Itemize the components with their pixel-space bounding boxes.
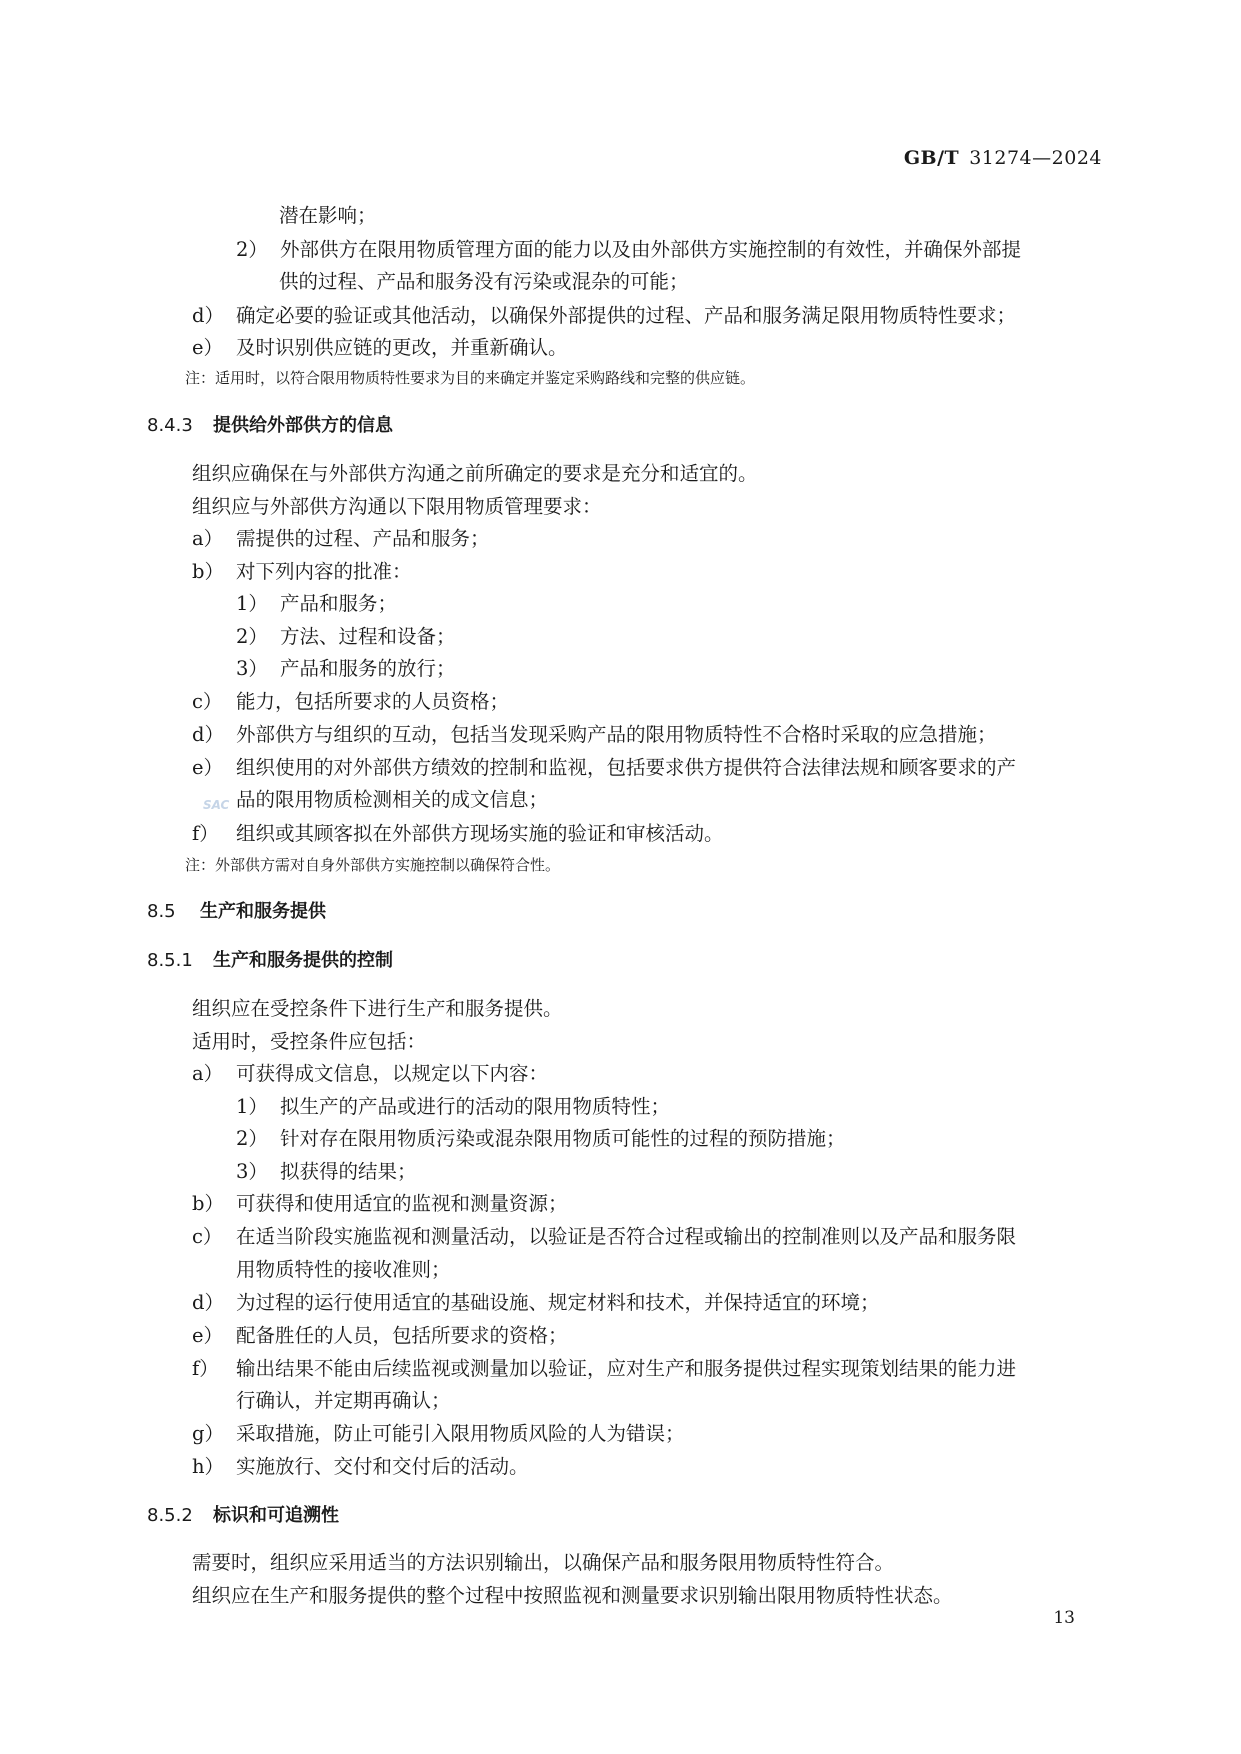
- page-number: 13: [1053, 1608, 1075, 1628]
- list-label: g）: [192, 1422, 224, 1445]
- list-text: 产品和服务；: [280, 592, 398, 615]
- list-label: b）: [192, 560, 224, 583]
- list-text: 能力，包括所要求的人员资格；: [236, 690, 510, 713]
- paragraph: 组织应与外部供方沟通以下限用物质管理要求：: [192, 495, 602, 518]
- note: 注：外部供方需对自身外部供方实施控制以确保符合性。: [185, 856, 561, 874]
- list-text: 可获得和使用适宜的监视和测量资源；: [236, 1192, 568, 1215]
- list-text: 可获得成文信息，以规定以下内容：: [236, 1062, 549, 1085]
- list-item-text: 潜在影响；: [279, 204, 377, 227]
- list-item: [236, 592, 397, 616]
- list-label: d）: [192, 304, 224, 327]
- section-number: 8.5.2: [147, 1505, 193, 1526]
- paragraph: 需要时，组织应采用适当的方法识别输出，以确保产品和服务限用物质特性符合。: [192, 1551, 895, 1574]
- list-item: [192, 1291, 880, 1315]
- list-item: [192, 336, 568, 360]
- standard-prefix: GB/T: [903, 147, 960, 169]
- note: 注：适用时，以符合限用物质特性要求为目的来确定并鉴定采购路线和完整的供应链。: [185, 369, 756, 387]
- list-label: c）: [192, 690, 223, 713]
- section-number: 8.4.3: [147, 415, 193, 436]
- list-item-continuation: 用物质特性的接收准则；: [236, 1258, 451, 1281]
- list-text: 在适当阶段实施监视和测量活动，以验证是否符合过程或输出的控制准则以及产品和服务限: [236, 1225, 1017, 1248]
- list-text: 配备胜任的人员，包括所要求的资格；: [236, 1324, 568, 1347]
- list-label: 1）: [236, 592, 268, 615]
- paragraph: 组织应确保在与外部供方沟通之前所确定的要求是充分和适宜的。: [192, 462, 758, 485]
- list-text: 组织使用的对外部供方绩效的控制和监视，包括要求供方提供符合法律法规和顾客要求的产: [236, 756, 1017, 779]
- section-title: 提供给外部供方的信息: [213, 415, 393, 436]
- page-header: [904, 147, 1102, 169]
- list-item: [192, 1062, 548, 1086]
- list-text: 实施放行、交付和交付后的活动。: [236, 1455, 529, 1478]
- list-text: 需提供的过程、产品和服务；: [236, 527, 490, 550]
- list-item: [236, 1160, 417, 1184]
- list-label: f）: [192, 1357, 219, 1380]
- list-item: [236, 625, 456, 649]
- list-text: 方法、过程和设备；: [280, 625, 456, 648]
- list-item: [192, 756, 1016, 780]
- list-text: 拟生产的产品或进行的活动的限用物质特性；: [280, 1095, 671, 1118]
- list-item: [192, 1357, 1016, 1381]
- list-label: 2）: [236, 238, 268, 261]
- list-text: 对下列内容的批准：: [236, 560, 412, 583]
- list-label: e）: [192, 336, 224, 359]
- list-text: 外部供方与组织的互动，包括当发现采购产品的限用物质特性不合格时采取的应急措施；: [236, 723, 997, 746]
- list-label: b）: [192, 1192, 224, 1215]
- list-item: [192, 822, 724, 846]
- paragraph: 适用时，受控条件应包括：: [192, 1030, 427, 1053]
- list-label: e）: [192, 756, 224, 779]
- list-item: [192, 1455, 529, 1479]
- list-item: [192, 560, 412, 584]
- list-item: [192, 1324, 568, 1348]
- list-label: d）: [192, 1291, 224, 1314]
- list-text: 拟获得的结果；: [280, 1160, 417, 1183]
- list-text: 及时识别供应链的更改，并重新确认。: [236, 336, 568, 359]
- section-number: 8.5: [147, 901, 176, 922]
- list-item: [236, 1127, 846, 1151]
- list-text: 采取措施，防止可能引入限用物质风险的人为错误；: [236, 1422, 685, 1445]
- list-label: 2）: [236, 1127, 268, 1150]
- section-heading-8-5-1: [147, 949, 393, 973]
- section-title: 生产和服务提供: [200, 901, 326, 922]
- section-title: 标识和可追溯性: [213, 1505, 339, 1526]
- list-item: [192, 1225, 1016, 1249]
- section-title: 生产和服务提供的控制: [213, 950, 393, 971]
- list-item-continuation: 供的过程、产品和服务没有污染或混杂的可能；: [279, 270, 689, 293]
- list-label: c）: [192, 1225, 223, 1248]
- list-label: 3）: [236, 1160, 268, 1183]
- list-label: a）: [192, 1062, 224, 1085]
- list-label: 1）: [236, 1095, 268, 1118]
- list-item: [192, 1422, 685, 1446]
- section-number: 8.5.1: [147, 950, 193, 971]
- list-item: [192, 723, 997, 747]
- list-text: 组织或其顾客拟在外部供方现场实施的验证和审核活动。: [236, 822, 724, 845]
- list-text: 确定必要的验证或其他活动，以确保外部提供的过程、产品和服务满足限用物质特性要求；: [236, 304, 1017, 327]
- section-heading-8-5: [147, 900, 326, 924]
- section-heading-8-5-2: [147, 1504, 339, 1528]
- list-label: 3）: [236, 657, 268, 680]
- list-item: [236, 657, 456, 681]
- section-heading-8-4-3: [147, 414, 393, 438]
- list-item-continuation: 品的限用物质检测相关的成文信息；: [236, 788, 549, 811]
- list-text: 产品和服务的放行；: [280, 657, 456, 680]
- list-text: 为过程的运行使用适宜的基础设施、规定材料和技术，并保持适宜的环境；: [236, 1291, 880, 1314]
- list-item: [192, 690, 509, 714]
- list-item-continuation: 行确认，并定期再确认；: [236, 1389, 451, 1412]
- sac-watermark: SAC: [203, 798, 230, 812]
- list-item: [192, 527, 490, 551]
- list-item: [192, 1192, 568, 1216]
- paragraph: 组织应在生产和服务提供的整个过程中按照监视和测量要求识别输出限用物质特性状态。: [192, 1584, 953, 1607]
- list-item: [192, 304, 1016, 328]
- list-text: 针对存在限用物质污染或混杂限用物质可能性的过程的预防措施；: [280, 1127, 846, 1150]
- standard-number: 31274—2024: [969, 147, 1102, 169]
- list-text: 输出结果不能由后续监视或测量加以验证，应对生产和服务提供过程实现策划结果的能力进: [236, 1357, 1017, 1380]
- list-text: 外部供方在限用物质管理方面的能力以及由外部供方实施控制的有效性，并确保外部提: [280, 238, 1022, 261]
- list-label: d）: [192, 723, 224, 746]
- list-item: [236, 238, 1021, 262]
- list-label: e）: [192, 1324, 224, 1347]
- list-label: h）: [192, 1455, 225, 1478]
- list-label: 2）: [236, 625, 268, 648]
- list-item: [236, 1095, 670, 1119]
- list-label: f）: [192, 822, 219, 845]
- paragraph: 组织应在受控条件下进行生产和服务提供。: [192, 997, 563, 1020]
- list-label: a）: [192, 527, 224, 550]
